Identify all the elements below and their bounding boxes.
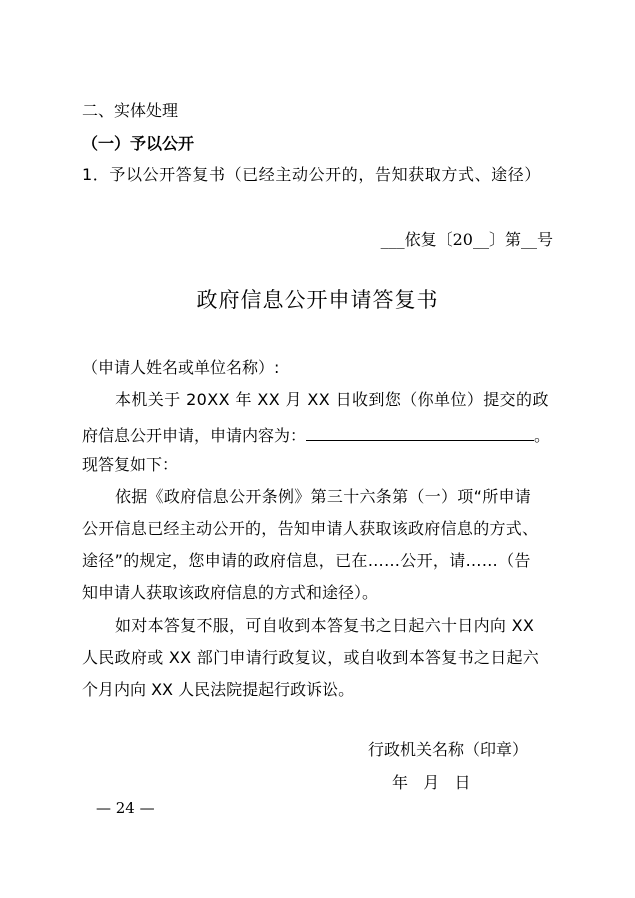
document-number: ___依复〔20__〕第__号 [380,230,553,249]
paragraph-1-line-2-text: 府信息公开申请，申请内容为： [82,426,307,445]
signature-date: 年 月 日 [392,773,471,792]
page-number: — 24 — [96,799,155,817]
paragraph-3-line-2: 人民政府或 XX 部门申请行政复议，或自收到本答复书之日起六 [82,648,540,667]
item-heading: 1．予以公开答复书（已经主动公开的，告知获取方式、途径） [82,165,541,184]
document-title: 政府信息公开申请答复书 [196,288,439,312]
paragraph-2-line-3: 途径”的规定，您申请的政府信息，已在……公开，请……（告 [82,551,531,570]
salutation: （申请人姓名或单位名称）: [82,358,280,377]
paragraph-1-line-1: 本机关于 20XX 年 XX 月 XX 日收到您（你单位）提交的政 [115,390,549,409]
paragraph-1-line-2 [82,424,550,446]
paragraph-2-line-4: 知申请人获取该政府信息的方式和途径）。 [82,583,379,602]
signature-agency: 行政机关名称（印章） [368,740,529,759]
paragraph-3-line-3: 个月内向 XX 人民法院提起行政诉讼。 [82,680,355,699]
paragraph-1-line-3: 现答复如下： [82,455,179,474]
paragraph-2-line-2: 公开信息已经主动公开的，告知申请人获取该政府信息的方式、 [82,519,539,538]
section-heading: 二、实体处理 [82,101,179,120]
section-subheading: （一）予以公开 [82,134,195,153]
paragraph-2-line-1: 依据《政府信息公开条例》第三十六条第（一）项“所申请 [115,487,532,506]
paragraph-1-line-2-end: 。 [534,426,551,445]
request-content-blank [306,424,534,441]
paragraph-3-line-1: 如对本答复不服，可自收到本答复书之日起六十日内向 XX [115,616,535,635]
